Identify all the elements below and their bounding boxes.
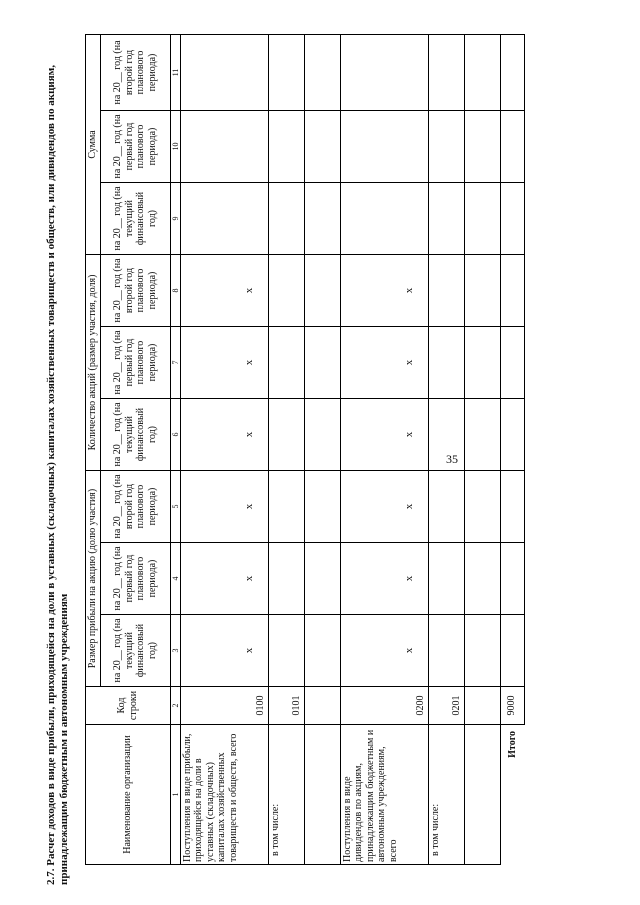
row-value-cell bbox=[428, 254, 464, 326]
total-row bbox=[500, 34, 524, 864]
row-value-cell bbox=[428, 471, 464, 543]
row-value-cell bbox=[304, 254, 340, 326]
total-value-cell bbox=[500, 327, 524, 399]
column-number: 2 bbox=[170, 687, 180, 725]
row-value-cell bbox=[340, 110, 428, 182]
row-code: 0200 bbox=[340, 687, 428, 725]
row-org-name: Поступления в виде прибыли, приходящейся на доли в уставных (складочных) капиталах хозяйственных товариществ и обществ, всего bbox=[180, 725, 268, 865]
header-period-first: на 20__ год (на первый год планового периода) bbox=[100, 327, 170, 399]
column-number: 1 bbox=[170, 725, 180, 865]
row-value-cell: x bbox=[340, 615, 428, 687]
total-value-cell bbox=[500, 110, 524, 182]
column-number: 5 bbox=[170, 471, 180, 543]
column-number: 6 bbox=[170, 399, 180, 471]
row-code bbox=[464, 687, 500, 725]
row-value-cell bbox=[464, 254, 500, 326]
row-value-cell bbox=[428, 615, 464, 687]
row-value-cell bbox=[180, 110, 268, 182]
row-value-cell bbox=[304, 615, 340, 687]
table-row bbox=[464, 34, 500, 864]
row-value-cell bbox=[268, 327, 304, 399]
column-number: 7 bbox=[170, 327, 180, 399]
table-row bbox=[428, 34, 464, 864]
header-period-current: на 20__ год (на текущий финансовый год) bbox=[100, 182, 170, 254]
total-code: 9000 bbox=[500, 687, 524, 725]
row-org-name bbox=[304, 725, 340, 865]
table-row bbox=[304, 34, 340, 864]
header-row-code: Код строки bbox=[86, 687, 171, 725]
table-row bbox=[180, 34, 268, 864]
row-org-name bbox=[464, 725, 500, 865]
header-profit-per-share: Размер прибыли на акцию (долю участия) bbox=[86, 471, 101, 687]
row-value-cell bbox=[268, 471, 304, 543]
row-value-cell: x bbox=[340, 399, 428, 471]
total-value-cell bbox=[500, 254, 524, 326]
row-value-cell bbox=[180, 182, 268, 254]
income-calculation-table bbox=[85, 34, 525, 865]
column-number: 3 bbox=[170, 615, 180, 687]
header-period-second: на 20__ год (на второй год планового периода) bbox=[100, 34, 170, 110]
row-value-cell bbox=[428, 110, 464, 182]
header-share-count: Количество акций (размер участия, доля) bbox=[86, 254, 101, 470]
table-row bbox=[268, 34, 304, 864]
row-value-cell bbox=[340, 182, 428, 254]
row-value-cell bbox=[428, 543, 464, 615]
row-org-name: в том числе: bbox=[428, 725, 464, 865]
row-value-cell bbox=[464, 110, 500, 182]
row-value-cell bbox=[304, 110, 340, 182]
total-value-cell bbox=[500, 543, 524, 615]
header-period-current: на 20__ год (на текущий финансовый год) bbox=[100, 615, 170, 687]
header-period-second: на 20__ год (на второй год планового периода) bbox=[100, 254, 170, 326]
row-value-cell bbox=[268, 34, 304, 110]
total-value-cell bbox=[500, 34, 524, 110]
row-value-cell bbox=[304, 471, 340, 543]
row-value-cell: x bbox=[180, 327, 268, 399]
header-row-groups bbox=[86, 34, 101, 864]
row-value-cell bbox=[428, 182, 464, 254]
header-period-current: на 20__ год (на текущий финансовый год) bbox=[100, 399, 170, 471]
column-number: 8 bbox=[170, 254, 180, 326]
row-value-cell bbox=[268, 543, 304, 615]
row-value-cell bbox=[464, 399, 500, 471]
row-value-cell bbox=[464, 182, 500, 254]
row-value-cell bbox=[428, 399, 464, 471]
row-value-cell bbox=[428, 34, 464, 110]
column-number: 4 bbox=[170, 543, 180, 615]
rotated-page-content bbox=[0, 20, 640, 890]
row-value-cell bbox=[340, 34, 428, 110]
total-value-cell bbox=[500, 615, 524, 687]
column-number-row bbox=[170, 34, 180, 864]
row-value-cell bbox=[464, 471, 500, 543]
header-period-first: на 20__ год (на первый год планового периода) bbox=[100, 543, 170, 615]
column-number: 10 bbox=[170, 110, 180, 182]
row-value-cell bbox=[304, 34, 340, 110]
row-org-name: в том числе: bbox=[268, 725, 304, 865]
total-value-cell bbox=[500, 399, 524, 471]
row-value-cell bbox=[268, 399, 304, 471]
row-code: 0100 bbox=[180, 687, 268, 725]
row-org-name: Поступления в виде дивидендов по акциям, принадлежащим бюджетным и автономным учреждениям, всего bbox=[340, 725, 428, 865]
row-value-cell: x bbox=[180, 543, 268, 615]
row-value-cell bbox=[268, 110, 304, 182]
row-value-cell bbox=[464, 615, 500, 687]
row-value-cell: x bbox=[180, 471, 268, 543]
row-value-cell bbox=[464, 327, 500, 399]
header-org-name: Наименование организации bbox=[86, 725, 171, 865]
row-code bbox=[304, 687, 340, 725]
row-value-cell bbox=[304, 543, 340, 615]
section-heading: 2.7. Расчет доходов в виде прибыли, приходящейся на доли в уставных (складочных) капиталах хозяйственных товариществ и обществ, или дивидендов по акциям, принадлежащим бюджетным и автономным учреждениям bbox=[45, 65, 70, 885]
row-code: 0101 bbox=[268, 687, 304, 725]
total-label: Итого bbox=[500, 725, 524, 865]
total-value-cell bbox=[500, 471, 524, 543]
row-value-cell bbox=[464, 543, 500, 615]
row-value-cell: x bbox=[340, 254, 428, 326]
header-sum: Сумма bbox=[86, 34, 101, 254]
page-number: 35 bbox=[446, 452, 458, 466]
row-value-cell bbox=[428, 327, 464, 399]
row-value-cell bbox=[304, 399, 340, 471]
table-body bbox=[180, 34, 524, 864]
row-value-cell bbox=[268, 254, 304, 326]
row-value-cell bbox=[268, 615, 304, 687]
total-value-cell bbox=[500, 182, 524, 254]
row-value-cell: x bbox=[180, 399, 268, 471]
row-value-cell bbox=[268, 182, 304, 254]
column-number: 11 bbox=[170, 34, 180, 110]
row-value-cell: x bbox=[180, 615, 268, 687]
row-value-cell bbox=[464, 34, 500, 110]
row-value-cell bbox=[304, 327, 340, 399]
column-number: 9 bbox=[170, 182, 180, 254]
row-value-cell: x bbox=[340, 471, 428, 543]
row-value-cell: x bbox=[340, 327, 428, 399]
header-period-first: на 20__ год (на первый год планового периода) bbox=[100, 110, 170, 182]
header-period-second: на 20__ год (на второй год планового периода) bbox=[100, 471, 170, 543]
row-value-cell bbox=[180, 34, 268, 110]
row-value-cell: x bbox=[180, 254, 268, 326]
table-row bbox=[340, 34, 428, 864]
row-code: 0201 bbox=[428, 687, 464, 725]
row-value-cell: x bbox=[340, 543, 428, 615]
row-value-cell bbox=[304, 182, 340, 254]
